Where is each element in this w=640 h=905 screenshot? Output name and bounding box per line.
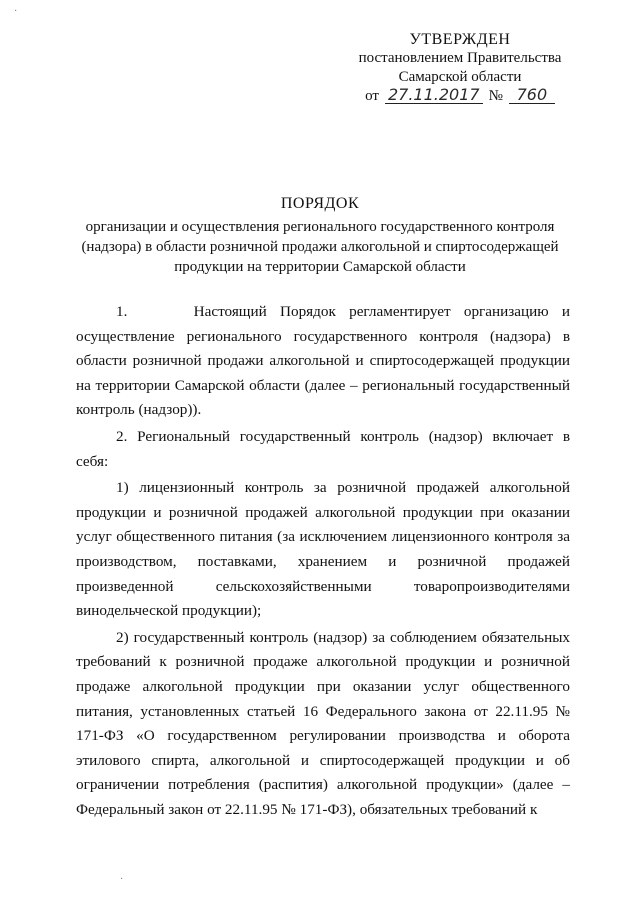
approval-block xyxy=(330,30,590,106)
handwritten-date: 27.11.2017 xyxy=(385,87,483,104)
paragraph: 1) лицензионный контроль за розничной продажей алкогольной продукции и розничной продажей алкогольной продукции при оказании услуг общественного питания (за исключением лицензионного контроля за производством, поставками, хранением и розничной продажей произведенной сельскохозяйственными товаропроизводителями винодельческой продукции); xyxy=(76,479,570,620)
document-heading xyxy=(70,194,570,277)
scan-mark: · xyxy=(120,874,124,885)
paragraph: 1. Настоящий Порядок регламентирует организацию и осуществление регионального государственного контроля (надзора) в области розничной продажи алкогольной и спиртосодержащей продукции на территории Самарской области (далее – региональный государственный контроль (надзор)). xyxy=(76,303,570,419)
approval-line-1: постановлением Правительства xyxy=(358,50,562,66)
approval-line-2: Самарской области xyxy=(398,69,522,85)
document-subtitle: организации и осуществления регионального государственного контроля (надзора) в области розничной продажи алкогольной и спиртосодержащей продукции на территории Самарской области xyxy=(81,219,559,275)
number-label: № xyxy=(488,88,503,104)
handwritten-number: 760 xyxy=(509,87,555,104)
document-body xyxy=(76,300,570,824)
scan-mark: · xyxy=(14,6,18,17)
paragraph: 2) государственный контроль (надзор) за соблюдением обязательных требований к розничной продаже алкогольной продукции и розничной продаже алкогольной продукции при оказании услуг общественного питания, установленных статьей 16 Федерального закона от 22.11.95 № 171-ФЗ «О государственном регулировании производства и оборота этилового спирта, алкогольной и спиртосодержащей продукции и об ограничении потребления (распития) алкогольной продукции» (далее – Федеральный закон от 22.11.95 № 171-ФЗ), обязательных требований к xyxy=(76,628,570,818)
document-title: ПОРЯДОК xyxy=(280,195,360,212)
from-label: от xyxy=(365,88,379,104)
approval-date-line xyxy=(330,87,590,106)
paragraph: 2. Региональный государственный контроль (надзор) включает в себя: xyxy=(76,427,570,470)
approval-title: УТВЕРЖДЕН xyxy=(409,31,511,48)
